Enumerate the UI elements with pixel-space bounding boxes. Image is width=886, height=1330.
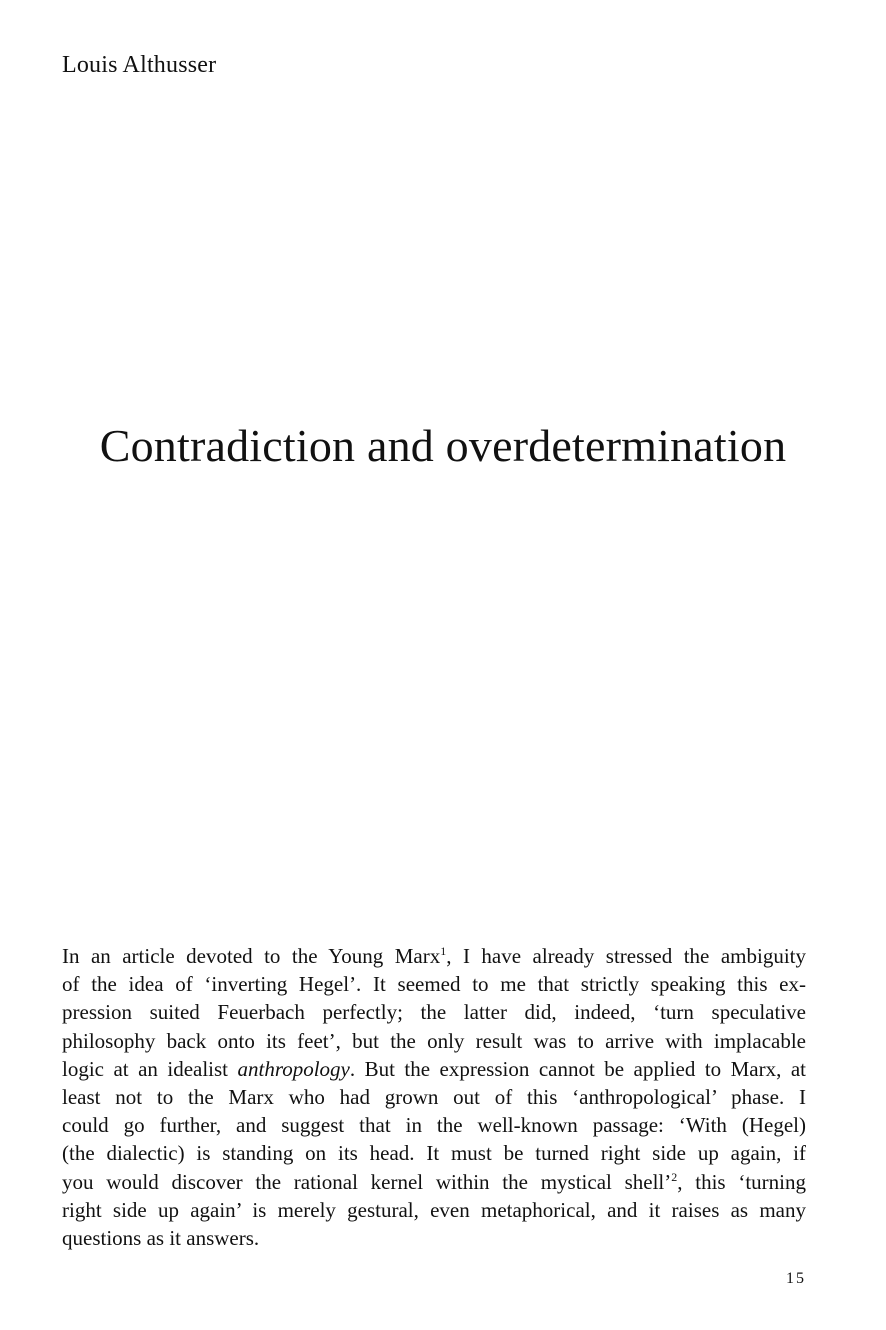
paragraph-line [62,1083,806,1111]
line-text: (the dialectic) is standing on its head. It must be turned right side up again, if [62,1141,806,1166]
line-text: could go further, and suggest that in the well-known passage: ‘With (Hegel) [62,1113,806,1138]
chapter-title: Contradiction and overdetermination [99,420,787,471]
line-text: least not to the Marx who had grown out of this ‘anthropological’ phase. I [62,1085,806,1110]
footnote-reference: 2 [671,1169,678,1184]
paragraph-line [62,1055,806,1083]
paragraph-line [62,1139,806,1167]
line-text: pression suited Feuerbach perfectly; the latter did, indeed, ‘turn speculative [62,1000,806,1025]
body-paragraph [62,942,806,1252]
line-text: , I have already stressed the ambiguity [446,944,806,968]
line-text: of the idea of ‘inverting Hegel’. It seemed to me that strictly speaking this ex- [62,972,806,997]
line-text: , this ‘turning [677,1169,806,1194]
paragraph-line [62,1224,806,1252]
page-number: 15 [786,1270,806,1287]
paragraph-line [62,998,806,1026]
footnote-reference: 1 [440,944,447,958]
paragraph-line [62,942,806,970]
paragraph-line [62,1168,806,1196]
author-name: Louis Althusser [62,52,217,78]
line-text: you would discover the rational kernel within the mystical shell’ [62,1169,672,1194]
paragraph-line [62,970,806,998]
line-text: questions as it answers. [62,1226,260,1251]
line-text: logic at an idealist [62,1056,238,1081]
emphasized-term: anthropology [237,1056,350,1081]
paragraph-line [62,1196,806,1224]
line-text: right side up again’ is merely gestural, even metaphorical, and it raises as many [62,1197,806,1222]
paragraph-line [62,1111,806,1139]
line-text: . But the expression cannot be applied to Marx, at [349,1056,806,1081]
line-text: philosophy back onto its feet’, but the only result was to arrive with implacable [62,1028,806,1053]
line-text: In an article devoted to the Young Marx [62,944,441,968]
paragraph-line [62,1027,806,1055]
